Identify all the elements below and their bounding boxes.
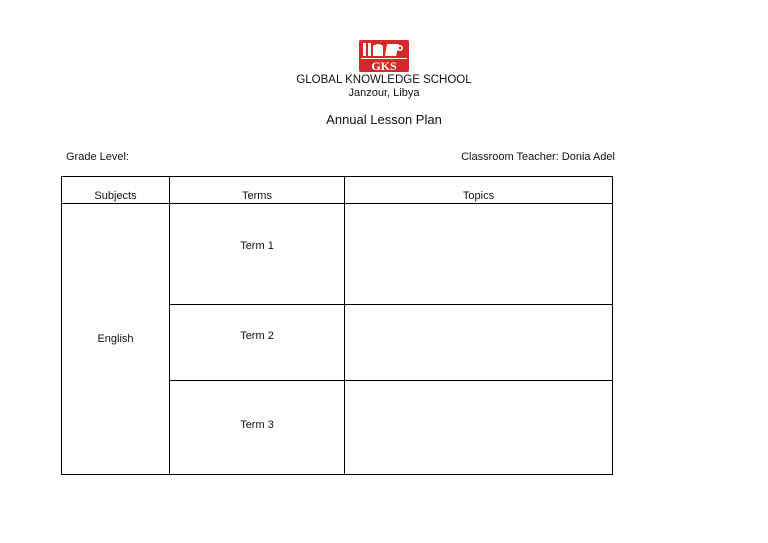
subject-cell <box>62 204 170 475</box>
term-cell <box>170 204 345 305</box>
subject-label: English <box>97 333 134 345</box>
svg-text:GKS: GKS <box>371 59 397 72</box>
header-subjects: Subjects <box>62 177 170 204</box>
school-location: Janzour, Libya <box>348 87 420 99</box>
topics-cell[interactable] <box>345 305 613 381</box>
school-name: GLOBAL KNOWLEDGE SCHOOL <box>296 74 472 86</box>
topics-cell[interactable] <box>345 204 613 305</box>
header-terms: Terms <box>170 177 345 204</box>
header-topics: Topics <box>345 177 613 204</box>
term-label: Term 3 <box>240 418 274 431</box>
term-label: Term 1 <box>240 240 274 252</box>
lesson-plan-table <box>61 176 613 475</box>
table-header-row <box>62 177 613 204</box>
term-label: Term 2 <box>240 329 274 342</box>
grade-level-label: Grade Level: <box>66 151 129 163</box>
table-row <box>62 204 613 305</box>
document-title: Annual Lesson Plan <box>326 112 442 127</box>
term-cell <box>170 305 345 381</box>
classroom-teacher-label: Classroom Teacher: Donia Adel <box>461 151 615 163</box>
term-cell <box>170 381 345 475</box>
school-logo <box>359 40 409 72</box>
topics-cell[interactable] <box>345 381 613 475</box>
